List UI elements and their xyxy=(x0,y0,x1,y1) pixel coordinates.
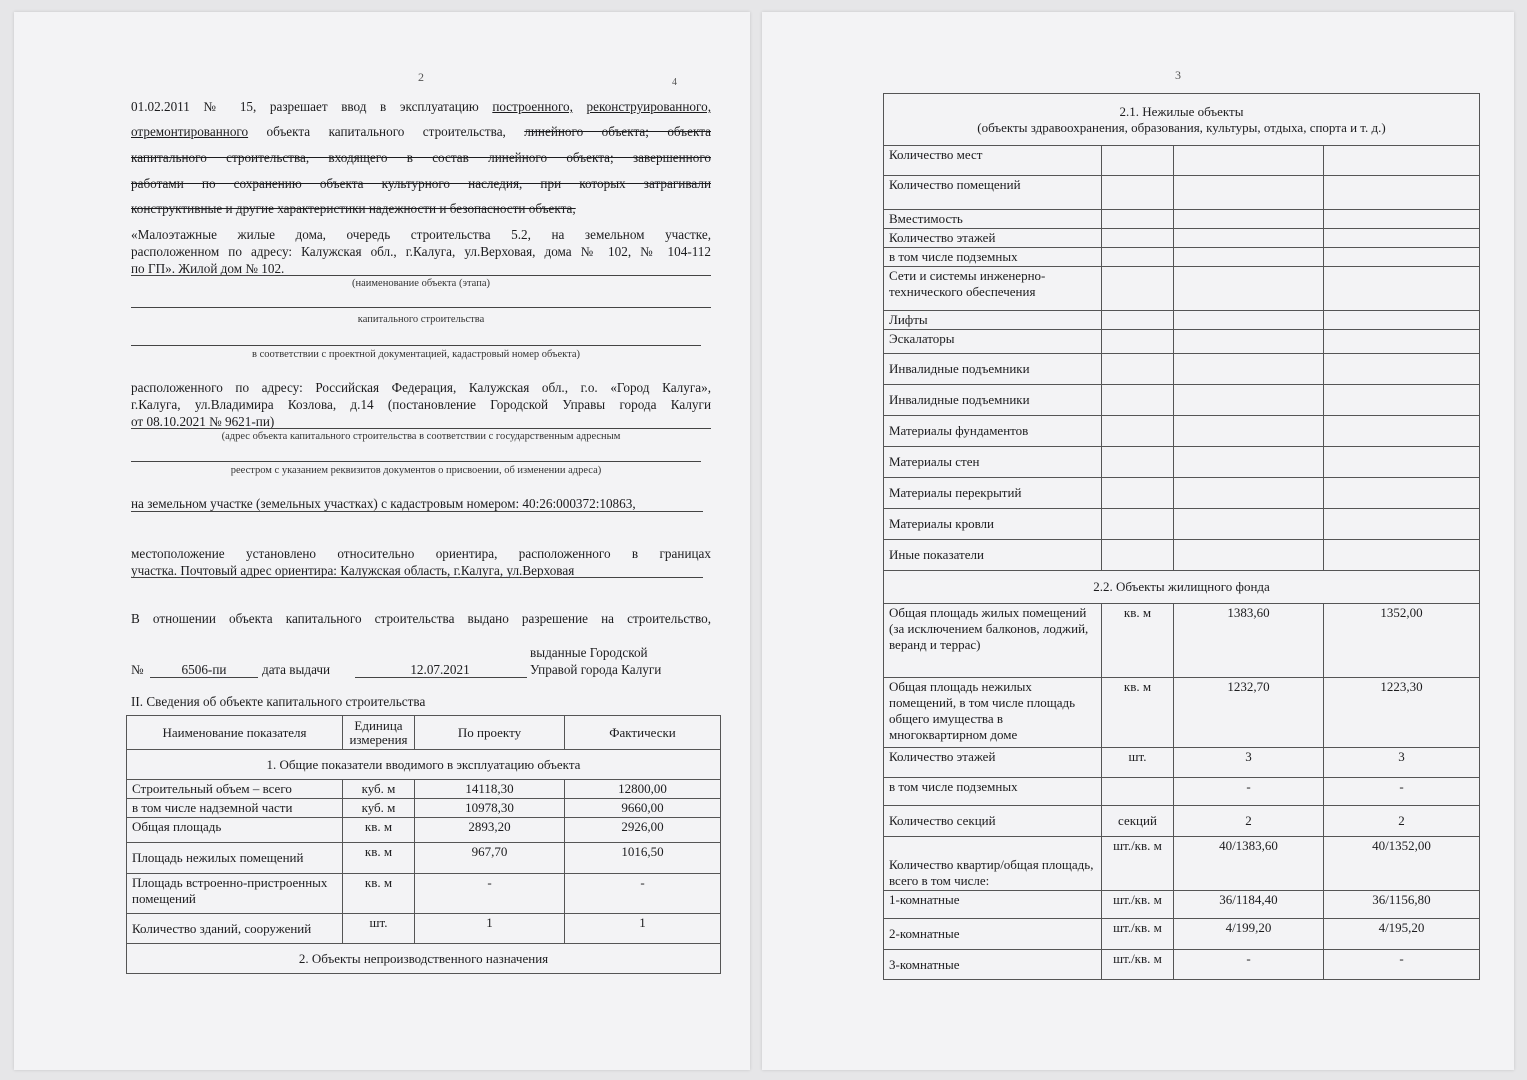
row-label: Материалы фундаментов xyxy=(884,416,1102,447)
row-label: 1-комнатные xyxy=(884,891,1102,919)
table-row xyxy=(884,248,1480,267)
table-section-2: 2. Объекты непроизводственного назначения xyxy=(127,944,721,974)
permit-text: В отношении объекта капитального строительства выдано разрешение на строительство, xyxy=(131,611,711,626)
table-row xyxy=(884,330,1480,354)
row-actual: 2 xyxy=(1324,806,1480,837)
table-row xyxy=(127,780,721,799)
row-label: Вместимость xyxy=(884,210,1102,229)
intro-text: 01.02.2011 № 15, разрешает ввод в эксплуатацию xyxy=(131,99,493,114)
intro-repaired: отремонтированного xyxy=(131,124,249,139)
underline xyxy=(131,275,711,276)
row-project: 3 xyxy=(1174,748,1324,778)
table-row xyxy=(884,176,1480,210)
row-unit: кв. м xyxy=(1102,678,1174,748)
table-row xyxy=(884,210,1480,229)
row-project: 40/1383,60 xyxy=(1174,837,1324,891)
permit-date: 12.07.2021 xyxy=(410,662,470,677)
row-label: Материалы стен xyxy=(884,447,1102,478)
row-project: - xyxy=(415,874,565,914)
intro-line-5: конструктивные и другие характеристики надежности и безопасности объекта, xyxy=(131,201,576,216)
row-project: - xyxy=(1174,950,1324,980)
table-row xyxy=(884,540,1480,571)
row-actual: 40/1352,00 xyxy=(1324,837,1480,891)
table-row xyxy=(884,478,1480,509)
row-project: 2 xyxy=(1174,806,1324,837)
address-line-2: г.Калуга, ул.Владимира Козлова, д.14 (постановление Городской Управы города Калуги xyxy=(131,397,711,412)
object-name-line-3: по ГП». Жилой дом № 102. xyxy=(131,261,285,276)
intro-built: построенного, xyxy=(492,99,573,114)
header-indicator: Наименование показателя xyxy=(127,716,343,750)
table-header-row xyxy=(127,716,721,750)
row-label: Количество помещений xyxy=(884,176,1102,210)
row-label: Строительный объем – всего xyxy=(127,780,343,799)
intro-line-2 xyxy=(131,122,711,141)
row-label: 2-комнатные xyxy=(884,919,1102,950)
table-row xyxy=(884,837,1480,891)
permit-number-label: № xyxy=(131,662,144,677)
intro-line-3: капитального строительства, входящего в состав линейного объекта; завершенного xyxy=(131,150,711,165)
location-line-1: местоположение установлено относительно ориентира, расположенного в границах xyxy=(131,546,711,561)
row-actual: - xyxy=(565,874,721,914)
row-actual: - xyxy=(1324,778,1480,806)
land-cadastral: на земельном участке (земельных участках) с кадастровым номером: 40:26:000372:10863, xyxy=(131,496,636,511)
row-project: - xyxy=(1174,778,1324,806)
row-project: 1232,70 xyxy=(1174,678,1324,748)
row-label: Лифты xyxy=(884,311,1102,330)
row-project: 4/199,20 xyxy=(1174,919,1324,950)
underline xyxy=(131,577,703,578)
underline xyxy=(150,677,258,678)
row-label: Сети и системы инженерно-технического обеспечения xyxy=(884,267,1102,311)
table-row xyxy=(127,799,721,818)
table-row xyxy=(884,678,1480,748)
underline xyxy=(131,307,711,308)
row-unit: кв. м xyxy=(343,818,415,843)
table-row xyxy=(884,891,1480,919)
row-actual: 36/1156,80 xyxy=(1324,891,1480,919)
underline xyxy=(131,461,701,462)
intro-line-1 xyxy=(131,97,711,116)
row-label: Количество этажей xyxy=(884,229,1102,248)
intro-line-4: работами по сохранению объекта культурного наследия, при которых затрагивали xyxy=(131,176,711,191)
table-row xyxy=(884,146,1480,176)
row-project: 14118,30 xyxy=(415,780,565,799)
row-unit xyxy=(1102,778,1174,806)
object-name-line-1: «Малоэтажные жилые дома, очередь строительства 5.2, на земельном участке, xyxy=(131,227,711,242)
row-label: в том числе подземных xyxy=(884,778,1102,806)
row-project: 1 xyxy=(415,914,565,944)
table-row xyxy=(884,447,1480,478)
object-name-line-2: расположенном по адресу: Калужская обл., г.Калуга, ул.Верховая, дома № 102, № 104-112 xyxy=(131,244,711,259)
page-mark: 4 xyxy=(672,77,677,88)
caption-address-1: (адрес объекта капитального строительства в соответствии с государственным адресным xyxy=(221,431,621,442)
row-label: Площадь нежилых помещений xyxy=(127,843,343,874)
housing-header: 2.2. Объекты жилищного фонда xyxy=(884,571,1480,604)
row-unit: шт./кв. м xyxy=(1102,891,1174,919)
row-label: Общая площадь жилых помещений (за исключением балконов, лоджий, веранд и террас) xyxy=(884,604,1102,678)
row-actual: 1016,50 xyxy=(565,843,721,874)
details-table xyxy=(883,93,1480,980)
row-label: Количество мест xyxy=(884,146,1102,176)
permit-date-label: дата выдачи xyxy=(262,662,331,677)
permit-number: 6506-пи xyxy=(181,662,227,677)
row-unit: шт. xyxy=(343,914,415,944)
nonres-header xyxy=(884,94,1480,146)
row-unit: куб. м xyxy=(343,780,415,799)
row-actual: 2926,00 xyxy=(565,818,721,843)
row-actual: 12800,00 xyxy=(565,780,721,799)
row-unit: кв. м xyxy=(343,843,415,874)
table-row xyxy=(884,385,1480,416)
table-row xyxy=(127,874,721,914)
table-row xyxy=(127,914,721,944)
table-row xyxy=(884,778,1480,806)
row-project: 1383,60 xyxy=(1174,604,1324,678)
underline xyxy=(131,428,711,429)
table-row xyxy=(884,604,1480,678)
row-actual: 4/195,20 xyxy=(1324,919,1480,950)
table-row xyxy=(884,806,1480,837)
section-title: II. Сведения об объекте капитального строительства xyxy=(131,694,426,709)
caption-object-name: (наименование объекта (этапа) xyxy=(352,278,490,289)
header-actual: Фактически xyxy=(565,716,721,750)
row-label: Материалы перекрытий xyxy=(884,478,1102,509)
row-unit: шт./кв. м xyxy=(1102,950,1174,980)
row-unit: кв. м xyxy=(1102,604,1174,678)
address-line-1: расположенного по адресу: Российская Федерация, Калужская обл., г.о. «Город Калуга», xyxy=(131,380,711,395)
row-actual: 9660,00 xyxy=(565,799,721,818)
row-project: 2893,20 xyxy=(415,818,565,843)
row-label: Эскалаторы xyxy=(884,330,1102,354)
row-label: в том числе надземной части xyxy=(127,799,343,818)
row-unit: шт./кв. м xyxy=(1102,919,1174,950)
table-row xyxy=(127,818,721,843)
row-unit: кв. м xyxy=(343,874,415,914)
row-unit: шт./кв. м xyxy=(1102,837,1174,891)
table-row xyxy=(884,354,1480,385)
object-info-table xyxy=(126,715,721,974)
table-row xyxy=(884,229,1480,248)
row-label: Площадь встроенно-пристроенных помещений xyxy=(127,874,343,914)
row-label: Общая площадь xyxy=(127,818,343,843)
row-label: Количество секций xyxy=(884,806,1102,837)
row-unit: шт. xyxy=(1102,748,1174,778)
header-project: По проекту xyxy=(415,716,565,750)
location-line-2: участка. Почтовый адрес ориентира: Калужская область, г.Калуга, ул.Верховая xyxy=(131,563,575,578)
table-row xyxy=(127,843,721,874)
row-label: Общая площадь нежилых помещений, в том числе площадь общего имущества в многоквартирном доме xyxy=(884,678,1102,748)
nonres-subtitle: (объекты здравоохранения, образования, культуры, отдыха, спорта и т. д.) xyxy=(977,119,1386,135)
nonres-title: 2.1. Нежилые объекты xyxy=(1119,103,1244,119)
row-label: в том числе подземных xyxy=(884,248,1102,267)
underline xyxy=(131,511,703,512)
row-unit: секций xyxy=(1102,806,1174,837)
table-row xyxy=(884,919,1480,950)
address-line-3: от 08.10.2021 № 9621-пи) xyxy=(131,414,275,429)
row-label: Инвалидные подъемники xyxy=(884,354,1102,385)
row-actual: 1352,00 xyxy=(1324,604,1480,678)
table-row xyxy=(884,416,1480,447)
row-label: Инвалидные подъемники xyxy=(884,385,1102,416)
underline xyxy=(355,677,527,678)
permit-issuer-2: Управой города Калуги xyxy=(530,662,662,677)
row-label: Количество квартир/общая площадь, всего в том числе: xyxy=(884,837,1102,891)
row-label: Иные показатели xyxy=(884,540,1102,571)
intro-text-2: объекта капитального строительства, xyxy=(248,124,525,139)
row-label: Количество зданий, сооружений xyxy=(127,914,343,944)
permit-issuer-1: выданные Городской xyxy=(530,645,648,660)
row-unit: куб. м xyxy=(343,799,415,818)
table-row xyxy=(884,509,1480,540)
table-row xyxy=(884,267,1480,311)
page-number-right: 3 xyxy=(1175,68,1181,82)
row-actual: 1223,30 xyxy=(1324,678,1480,748)
row-project: 967,70 xyxy=(415,843,565,874)
row-actual: 1 xyxy=(565,914,721,944)
row-actual: 3 xyxy=(1324,748,1480,778)
row-project: 10978,30 xyxy=(415,799,565,818)
caption-capital-construction: капитального строительства xyxy=(357,314,485,325)
row-label: Материалы кровли xyxy=(884,509,1102,540)
row-actual: - xyxy=(1324,950,1480,980)
intro-reconstructed: реконструированного, xyxy=(586,99,711,114)
header-unit: Единица измерения xyxy=(343,716,415,750)
row-label: 3-комнатные xyxy=(884,950,1102,980)
underline xyxy=(131,345,701,346)
table-row xyxy=(884,950,1480,980)
caption-address-2: реестром с указанием реквизитов документов о присвоении, об изменении адреса) xyxy=(230,465,602,476)
table-row xyxy=(884,748,1480,778)
row-label: Количество этажей xyxy=(884,748,1102,778)
caption-project-docs: в соответствии с проектной документацией, кадастровый номер объекта) xyxy=(252,349,580,360)
table-row xyxy=(884,311,1480,330)
intro-linear: линейного объекта; объекта xyxy=(524,124,711,139)
table-section-1: 1. Общие показатели вводимого в эксплуатацию объекта xyxy=(127,750,721,780)
row-project: 36/1184,40 xyxy=(1174,891,1324,919)
page-number-left: 2 xyxy=(418,70,424,84)
